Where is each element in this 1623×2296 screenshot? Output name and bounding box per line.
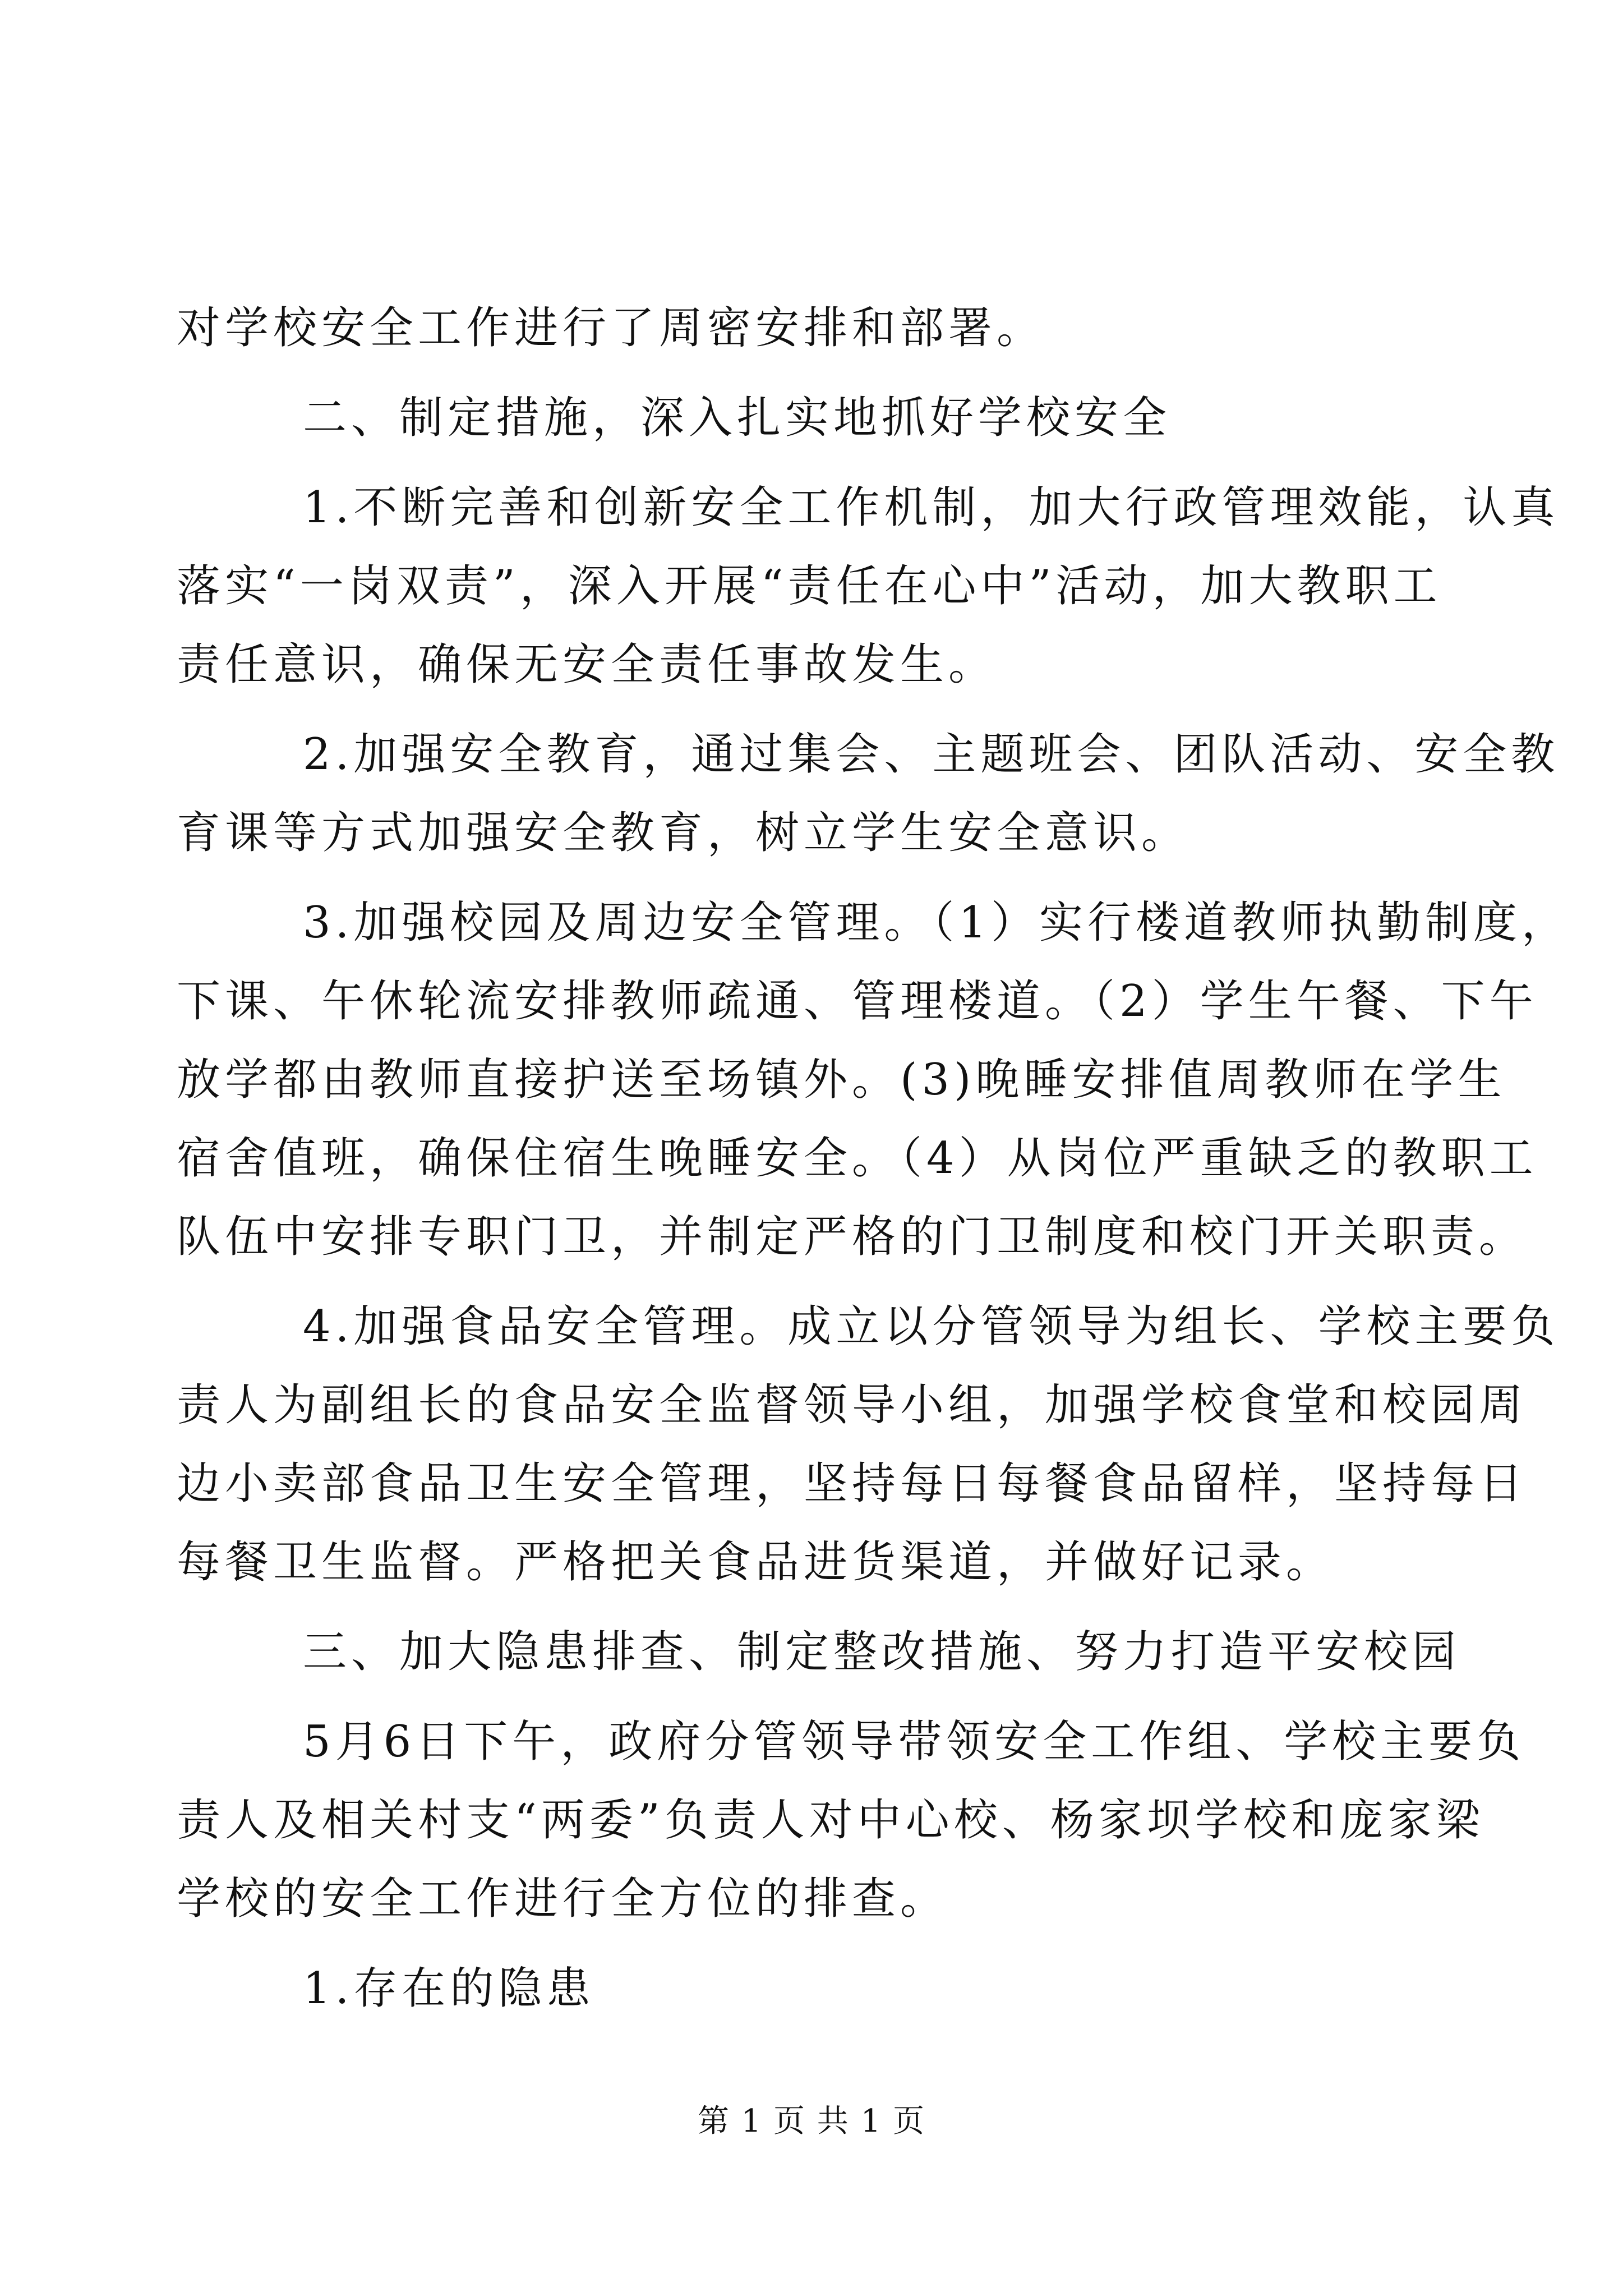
text-line: 责人为副组长的食品安全监督领导小组，加强学校食堂和校园周 [177, 1380, 1528, 1430]
text-line: 责任意识，确保无安全责任事故发生。 [177, 639, 997, 690]
text-line: 3.加强校园及周边安全管理。（1）实行楼道教师执勤制度， [303, 898, 1570, 948]
section-heading: 三、加大隐患排查、制定整改措施、努力打造平安校园 [303, 1627, 1461, 1677]
text-line: 边小卖部食品卫生安全管理，坚持每日每餐食品留样，坚持每日 [177, 1458, 1528, 1509]
text-line: 学校的安全工作进行全方位的排查。 [177, 1874, 949, 1924]
text-line: 4.加强食品安全管理。成立以分管领导为组长、学校主要负 [303, 1301, 1560, 1352]
section-heading: 二、制定措施，深入扎实地抓好学校安全 [303, 393, 1172, 443]
text-line: 放学都由教师直接护送至场镇外。(3)晚睡安排值周教师在学生 [177, 1055, 1506, 1105]
text-line: 下课、午休轮流安排教师疏通、管理楼道。（2）学生午餐、下午 [177, 976, 1538, 1027]
text-line: 对学校安全工作进行了周密安排和部署。 [177, 303, 1045, 353]
text-line: 1.存在的隐患 [303, 1963, 595, 2014]
text-line: 2.加强安全教育，通过集会、主题班会、团队活动、安全教 [303, 729, 1560, 780]
text-line: 育课等方式加强安全教育，树立学生安全意识。 [177, 808, 1190, 858]
text-line: 落实“一岗双责”，深入开展“责任在心中”活动，加大教职工 [177, 561, 1442, 611]
text-line: 责人及相关村支“两委”负责人对中心校、杨家坝学校和庞家梁 [177, 1795, 1484, 1846]
text-line: 5月6日下午，政府分管领导带领安全工作组、学校主要负 [303, 1717, 1525, 1767]
text-line: 1.不断完善和创新安全工作机制，加大行政管理效能，认真 [303, 482, 1560, 533]
page-footer: 第 1 页 共 1 页 [697, 2103, 926, 2139]
text-line: 队伍中安排专职门卫，并制定严格的门卫制度和校门开关职责。 [177, 1212, 1528, 1262]
text-line: 每餐卫生监督。严格把关食品进货渠道，并做好记录。 [177, 1537, 1335, 1588]
text-line: 宿舍值班，确保住宿生晚睡安全。（4）从岗位严重缺乏的教职工 [177, 1133, 1538, 1184]
